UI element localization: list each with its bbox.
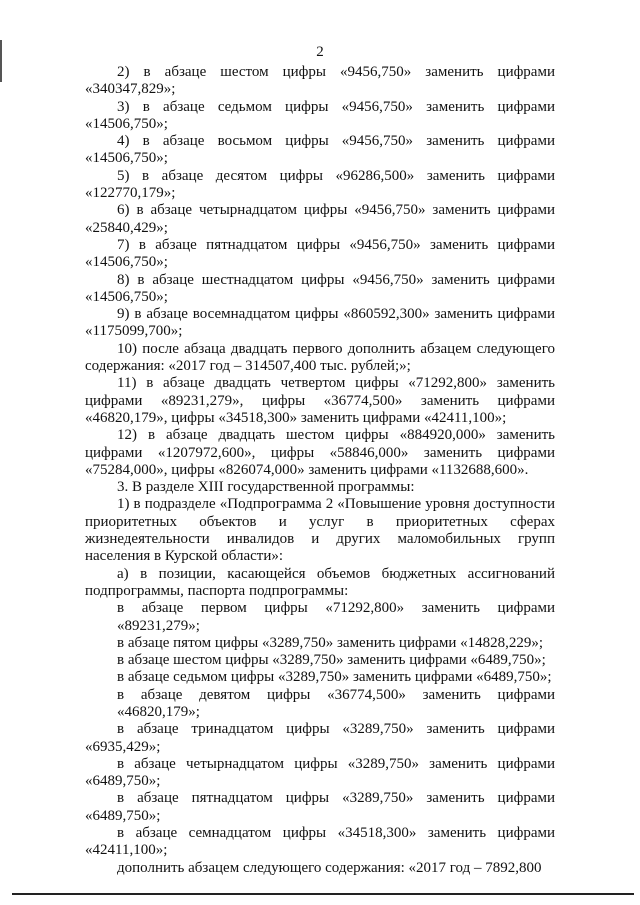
bottom-scan-border: [12, 893, 634, 895]
paragraph: 9) в абзаце восемнадцатом цифры «860592,300» заменить цифрами «1175099,700»;: [85, 306, 555, 340]
paragraph: 7) в абзаце пятнадцатом цифры «9456,750» заменить цифрами «14506,750»;: [85, 236, 555, 271]
paragraph: в абзаце седьмом цифры «3289,750» заменить цифрами «6489,750»;: [117, 669, 552, 686]
paragraph: 12) в абзаце двадцать шестом цифры «884920,000» заменить цифрами «1207972,600», цифры «58846,000» заменить цифрами «75284,000», цифры «826074,000» заменить цифрами «1132688,600».: [85, 427, 555, 478]
paragraph: 3) в абзаце седьмом цифры «9456,750» заменить цифрами «14506,750»;: [85, 98, 555, 132]
paragraph: 6) в абзаце четырнадцатом цифры «9456,750» заменить цифрами «25840,429»;: [85, 202, 555, 236]
paragraph: 11) в абзаце двадцать четвертом цифры «71292,800» заменить цифрами «89231,279», цифры «36774,500» заменить цифрами «46820,179», цифры «34518,300» заменить цифрами «42411,100»;: [85, 375, 555, 426]
paragraph: дополнить абзацем следующего содержания: «2017 год – 7892,800: [117, 859, 542, 876]
paragraph: в абзаце шестом цифры «3289,750» заменить цифрами «6489,750»;: [117, 652, 546, 669]
paragraph: в абзаце четырнадцатом цифры «3289,750» заменить цифрами «6489,750»;: [85, 755, 555, 790]
paragraph: 3. В разделе XIII государственной программы:: [117, 479, 415, 496]
page-number: 2: [316, 44, 324, 60]
paragraph: в абзаце первом цифры «71292,800» заменить цифрами «89231,279»;: [117, 600, 555, 634]
paragraph: в абзаце пятом цифры «3289,750» заменить цифрами «14828,229»;: [117, 634, 544, 651]
paragraph: в абзаце тринадцатом цифры «3289,750» заменить цифрами «6935,429»;: [85, 721, 555, 755]
paragraph: 2) в абзаце шестом цифры «9456,750» заменить цифрами «340347,829»;: [85, 64, 555, 98]
document-body: [85, 64, 555, 877]
paragraph: 1) в подразделе «Подпрограмма 2 «Повышение уровня доступности приоритетных объектов и услуг в приоритетных сферах жизнедеятельности инвалидов и других маломобильных групп населения в Курской области»:: [85, 496, 555, 565]
paragraph: в абзаце девятом цифры «36774,500» заменить цифрами «46820,179»;: [117, 686, 555, 720]
paragraph: 8) в абзаце шестнадцатом цифры «9456,750» заменить цифрами «14506,750»;: [85, 271, 555, 305]
paragraph: а) в позиции, касающейся объемов бюджетных ассигнований подпрограммы, паспорта подпрограммы:: [85, 565, 555, 599]
paragraph: 4) в абзаце восьмом цифры «9456,750» заменить цифрами «14506,750»;: [85, 133, 555, 167]
paragraph: в абзаце семнадцатом цифры «34518,300» заменить цифрами «42411,100»;: [85, 825, 555, 859]
paragraph: 5) в абзаце десятом цифры «96286,500» заменить цифрами «122770,179»;: [85, 167, 555, 202]
paragraph: в абзаце пятнадцатом цифры «3289,750» заменить цифрами «6489,750»;: [85, 790, 555, 824]
paragraph: 10) после абзаца двадцать первого дополнить абзацем следующего содержания: «2017 год – 314507,400 тыс. рублей;»;: [85, 340, 555, 375]
